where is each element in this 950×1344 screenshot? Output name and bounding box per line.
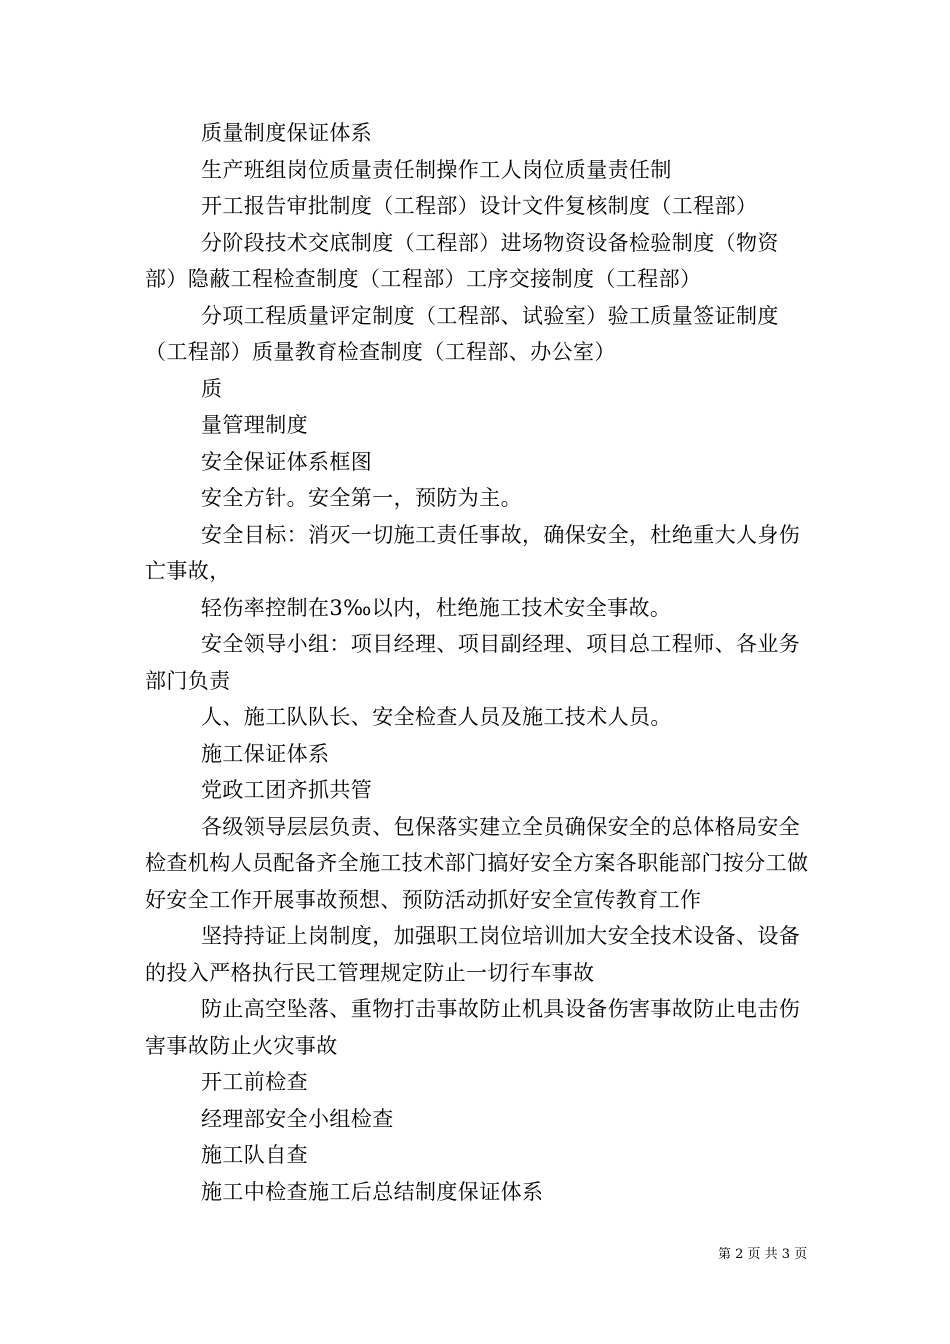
paragraph-construction-system: 施工保证体系 [201, 741, 330, 766]
paragraph-technical-briefing: 分阶段技术交底制度（工程部）进场物资设备检验制度（物资部）隐蔽工程检查制度（工程部）工序交接制度（工程部） [145, 230, 779, 291]
paragraph-certification: 坚持持证上岗制度，加强职工岗位培训加大安全技术设备、设备的投入严格执行民工管理规定防止一切行车事故 [145, 924, 801, 985]
paragraph-quality-evaluation: 分项工程质量评定制度（工程部、试验室）验工质量签证制度（工程部）质量教育检查制度（工程部、办公室） [145, 303, 779, 364]
paragraph-quality-management: 量管理制度 [201, 413, 308, 437]
page-number: 第 2 页 共 3 页 [718, 1247, 808, 1262]
paragraph-start-report: 开工报告审批制度（工程部）设计文件复核制度（工程部） [201, 194, 758, 218]
paragraph-safety-leadership-cont: 人、施工队队长、安全检查人员及施工技术人员。 [201, 705, 672, 729]
paragraph-in-process-check: 施工中检查施工后总结制度保证体系 [201, 1179, 544, 1204]
paragraph-team-responsibility: 生产班组岗位质量责任制操作工人岗位质量责任制 [201, 157, 672, 182]
paragraph-pre-start-check: 开工前检查 [201, 1070, 308, 1094]
paragraph-injury-rate: 轻伤率控制在3‰以内，杜绝施工技术安全事故。 [201, 595, 672, 620]
paragraph-safety-system-diagram: 安全保证体系框图 [201, 449, 373, 474]
paragraph-accident-prevention: 防止高空坠落、重物打击事故防止机具设备伤害事故防止电击伤害事故防止火灾事故 [145, 997, 801, 1058]
paragraph-safety-leadership: 安全领导小组：项目经理、项目副经理、项目总工程师、各业务部门负责 [145, 632, 801, 693]
paragraph-quality-char: 质 [201, 376, 223, 401]
document-body [145, 115, 810, 1210]
paragraph-joint-management: 党政工团齐抓共管 [201, 778, 373, 802]
paragraph-leadership-responsibility: 各级领导层层负责、包保落实建立全员确保安全的总体格局安全检查机构人员配备齐全施工技术部门搞好安全方案各职能部门按分工做好安全工作开展事故预想、预防活动抓好安全宣传教育工作 [145, 814, 809, 912]
paragraph-safety-policy: 安全方针。安全第一，预防为主。 [201, 486, 522, 510]
paragraph-safety-goal: 安全目标：消灭一切施工责任事故，确保安全，杜绝重大人身伤亡事故， [145, 522, 801, 583]
paragraph-dept-safety-check: 经理部安全小组检查 [201, 1106, 394, 1131]
paragraph-self-check: 施工队自查 [201, 1143, 308, 1167]
paragraph-quality-system-title: 质量制度保证体系 [201, 121, 373, 145]
